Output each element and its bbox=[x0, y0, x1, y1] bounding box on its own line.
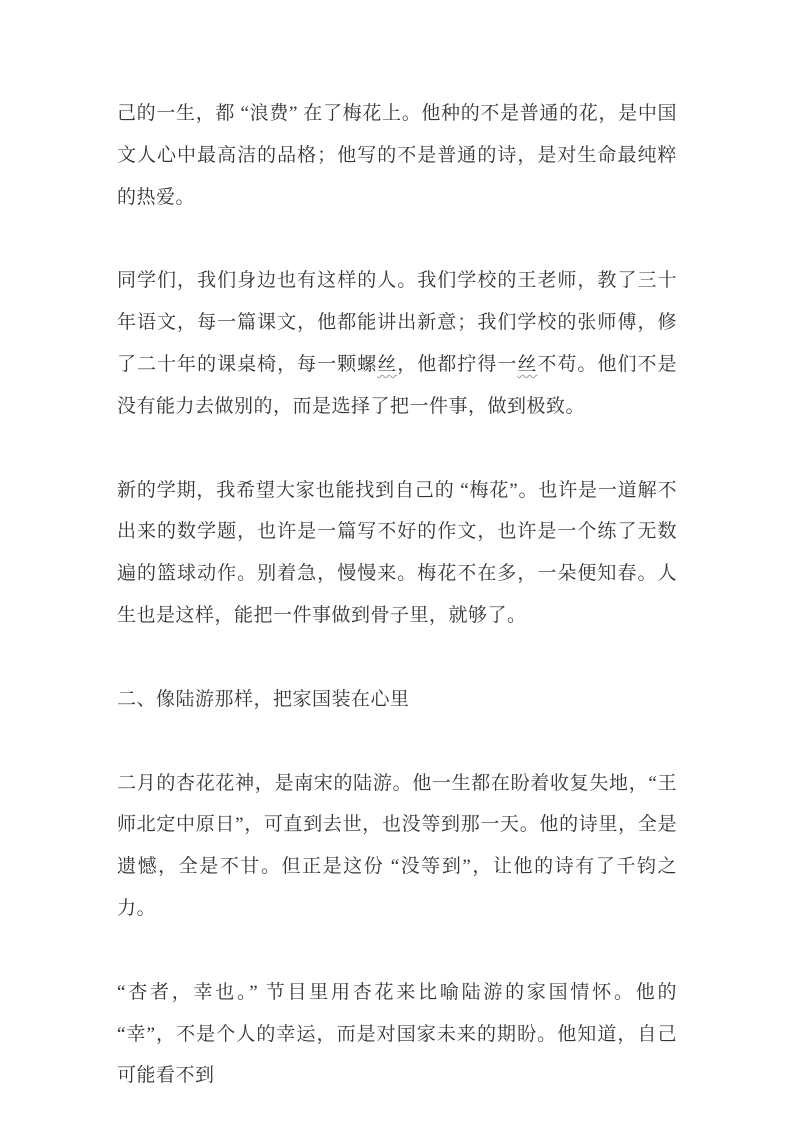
spellcheck-underlined-text: 丝 bbox=[377, 353, 398, 375]
text-run: 同学们，我们身边也有这样的人。我们学校的王老师，教了三十年语文，每一篇课文，他都能讲出新意；我们学校的张师傅，修了二十年的课桌椅，每一颗螺 bbox=[117, 270, 677, 375]
text-run: “杏者，幸也。” 节目里用杏花来比喻陆游的家国情怀。他的 “幸”，不是个人的幸运，而是对国家未来的期盼。他知道，自己可能看不到 bbox=[117, 981, 677, 1087]
paragraph bbox=[117, 260, 677, 427]
text-run: 不苟。他们不是没有能力去做别的，而是选择了把一件事，做到极致。 bbox=[117, 353, 677, 417]
text-run: ，他都拧得一 bbox=[397, 353, 518, 375]
paragraph bbox=[117, 763, 677, 930]
text-run: 二、像陆游那样，把家国装在心里 bbox=[117, 688, 410, 710]
spellcheck-underlined-text: 丝 bbox=[517, 353, 538, 375]
paragraph bbox=[117, 972, 677, 1097]
text-run: 二月的杏花花神，是南宋的陆游。他一生都在盼着收复失地，“王师北定中原日”，可直到去世，也没等到那一天。他的诗里，全是遗憾，全是不甘。但正是这份 “没等到”，让他的诗有了千钧之力。 bbox=[117, 772, 677, 919]
paragraph bbox=[117, 93, 677, 218]
paragraph bbox=[117, 470, 677, 637]
section-heading bbox=[117, 679, 677, 721]
text-run: 新的学期，我希望大家也能找到自己的 “梅花”。也许是一道解不出来的数学题，也许是一篇写不好的作文，也许是一个练了无数遍的篮球动作。别着急，慢慢来。梅花不在多，一朵便知春。人生也是这样，能把一件事做到骨子里，就够了。 bbox=[117, 479, 677, 626]
text-run: 己的一生，都 “浪费” 在了梅花上。他种的不是普通的花，是中国文人心中最高洁的品格；他写的不是普通的诗，是对生命最纯粹的热爱。 bbox=[117, 103, 677, 208]
